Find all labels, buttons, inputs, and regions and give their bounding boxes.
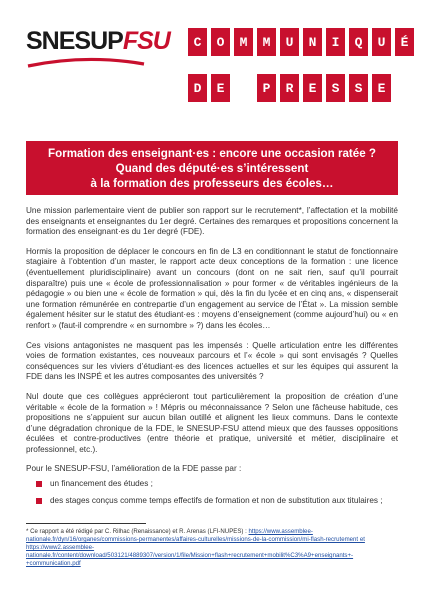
header-letter: S [326,74,345,102]
header-letter: S [349,74,368,102]
bullet-text: des stages conçus comme temps effectifs de formation et non de substitution aux titulaires ; [50,495,383,505]
list-item [36,496,398,507]
header-de-presse [188,74,395,102]
header-letter: U [280,28,299,56]
paragraph-4: Nul doute que ces collègues apprécieront tout particulièrement la proposition de création d’une véritable « école de la formation » ! Mépris ou méconnaissance ? Selon une fâcheuse habitude, ces propositions ne s’appuient sur aucun bilan outillé et alignent les lieux communs. Dans le contexte d’une dégradation chronique de la FDE, le SNESUP-FSU attend mieux que des fausses oppositions éculées et contre-productives (entre théorie et pratique, université et métier, disciplinaire et professionnel, etc.). [26,391,398,454]
header-communique [188,28,418,56]
header-letter: E [372,74,391,102]
bullet-square-icon [36,498,42,504]
header-letter: U [372,28,391,56]
title-line-3: à la formation des professeurs des écoles… [90,176,334,190]
header-letter: D [188,74,207,102]
title-banner [26,141,398,195]
logo-arc-icon [26,56,146,70]
paragraph-1: Une mission parlementaire vient de publier son rapport sur le recrutement*, l’affectation et la mobilité des enseignants et enseignantes du 1er degré. Certaines des remarques et propositions concernent la formation des enseignant·es du 1er degré (FDE). [26,206,398,237]
footnote-text: * Ce rapport a été rédigé par C. Rilhac (Renaissance) et R. Arenas (LFI-NUPES) : [26,528,249,535]
header-letter [234,74,253,102]
header-letter: M [234,28,253,56]
paragraph-5: Pour le SNESUP-FSU, l’amélioration de la FDE passe par : [26,464,242,474]
list-item [36,479,398,490]
paragraph-2: Hormis la proposition de déplacer le concours en fin de L3 en conditionnant le statut de fonctionnaire stagiaire à l’obtention d’un master, le rapport acte deux conceptions de la formation : une licence (éventuellement pluridisciplinaire) avant un concours (dont on ne sait rien, sauf qu’il pourrait disparaître) puis une « école de professionnalisation » pour former « de véritables ingénieurs de la pédagogie » ou bien une « école de formation » qui, dès la fin du lycée et en cinq ans, « dispenserait une formation rémunérée en contrepartie d’un engagement au service de l’État ». La mission semble également hésiter sur le statut des étudiant·es : moyens d’enseignement (comme aujourd’hui) ou « en renfort » (faut-il comprendre « en surnombre » ?) dans les écoles… [26,246,398,330]
header-letter: P [257,74,276,102]
body-text [26,206,398,512]
header-letter: O [211,28,230,56]
bullet-text: un financement des études ; [50,479,153,489]
header-letter: I [326,28,345,56]
logo-snesup: SNESUP [26,27,123,55]
bullet-list [26,479,398,506]
title-line-2: Quand des député·es s’intéressent [115,161,309,175]
header-letter: N [303,28,322,56]
footnote-link[interactable]: https://www.assemblee-nationale.fr/dyn/16/organes/commissions-permanentes/affaires-culturelles/missions-de-la-commission/mi-flash-recrutement et https://www2.assemblee-nationale.fr/content/download/503121/4889307/version/1/file/Mission+flash+recrutement+mobilit%C3%A9+enseignants+-+communication.pdf [26,528,365,568]
header-letter: C [188,28,207,56]
logo-fsu: FSU [122,27,170,55]
header-letter: E [303,74,322,102]
header-letter: Q [349,28,368,56]
footnote-divider [26,523,146,524]
footnote [26,528,398,568]
paragraph-3: Ces visions antagonistes ne masquent pas les impensés : Quelle articulation entre les différentes voies de formation existantes, ces nouveaux parcours et l’« école » qui sont envisagés ? Quelles conséquences sur les viviers d’étudiant·es des licences actuelles et sur les équipes qui assurent la FDE dans les INSPÉ et les autres composantes des universités ? [26,340,398,382]
header-letter: R [280,74,299,102]
header-letter: E [211,74,230,102]
header-letter: M [257,28,276,56]
snesup-fsu-logo [26,26,170,74]
bullet-square-icon [36,481,42,487]
header-letter: É [395,28,414,56]
title-line-1: Formation des enseignant·es : encore une occasion ratée ? [48,146,376,160]
